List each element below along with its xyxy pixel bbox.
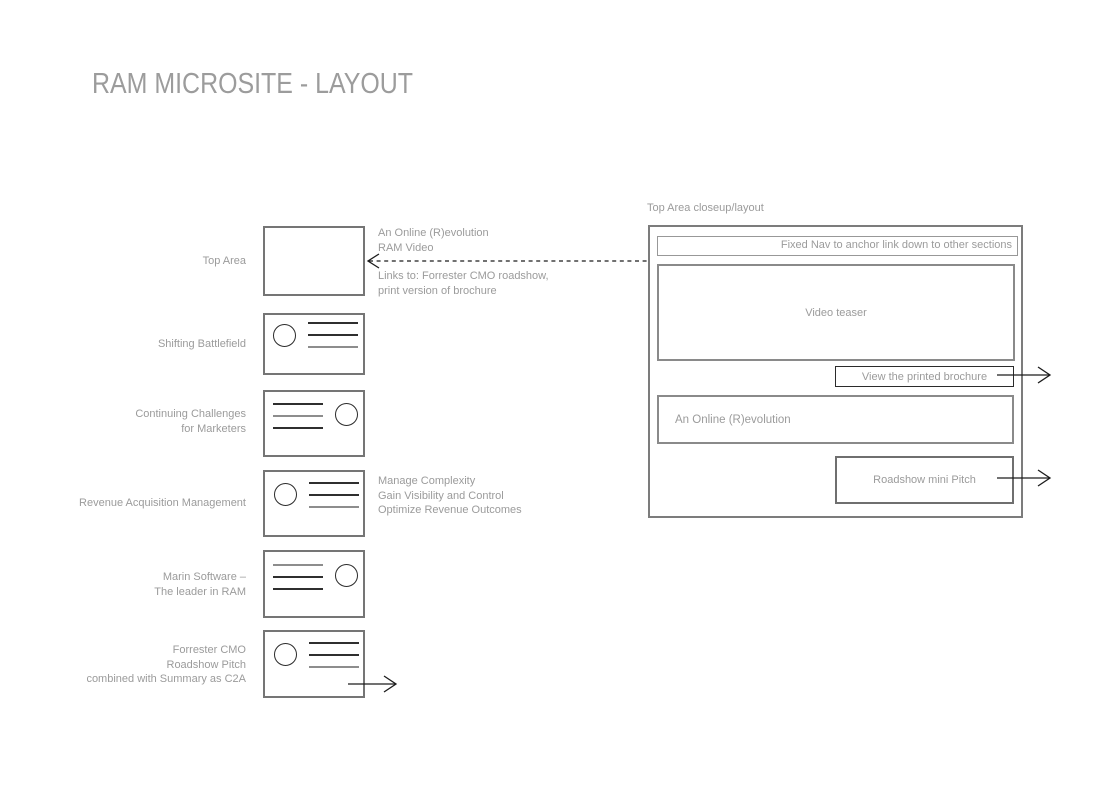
section-label-top-area: Top Area <box>202 255 246 267</box>
thumbnail-revenue-acquisition <box>263 470 365 537</box>
text-lines-icon <box>309 642 359 668</box>
note-top-area-content: An Online (R)evolution RAM Video <box>378 227 489 254</box>
avatar-circle-icon <box>273 324 296 347</box>
roadshow-mini-pitch-button: Roadshow mini Pitch <box>835 456 1014 504</box>
dashed-connector-arrow <box>362 251 652 271</box>
forrester-right-arrow <box>346 674 402 694</box>
section-label-revenue-acquisition: Revenue Acquisition Management <box>79 497 246 509</box>
closeup-panel <box>648 225 1023 518</box>
thumbnail-top-area <box>263 226 365 296</box>
avatar-circle-icon <box>274 643 297 666</box>
text-lines-icon <box>309 482 359 508</box>
fixed-nav-bar: Fixed Nav to anchor link down to other sections <box>657 236 1018 256</box>
note-ram-benefits: Manage Complexity Gain Visibility and Control Optimize Revenue Outcomes <box>378 475 522 516</box>
text-lines-icon <box>273 564 323 590</box>
view-brochure-button: View the printed brochure <box>835 366 1014 387</box>
video-teaser-area: Video teaser <box>657 264 1015 361</box>
online-revolution-area: An Online (R)evolution <box>657 395 1014 444</box>
section-label-shifting-battlefield: Shifting Battlefield <box>157 338 246 350</box>
section-label-continuing-challenges: Continuing Challenges for Marketers <box>135 408 246 435</box>
section-label-forrester-pitch: Forrester CMO Roadshow Pitch combined with Summary as C2A <box>86 644 246 685</box>
text-lines-icon <box>308 322 358 348</box>
avatar-circle-icon <box>335 403 358 426</box>
note-top-area-links: Links to: Forrester CMO roadshow, print version of brochure <box>378 270 549 297</box>
section-label-marin-software: Marin Software – The leader in RAM <box>154 571 246 598</box>
avatar-circle-icon <box>335 564 358 587</box>
text-lines-icon <box>273 403 323 429</box>
brochure-right-arrow <box>992 365 1054 385</box>
roadshow-right-arrow <box>992 468 1054 488</box>
closeup-heading: Top Area closeup/layout <box>647 202 764 214</box>
thumbnail-shifting-battlefield <box>263 313 365 375</box>
avatar-circle-icon <box>274 483 297 506</box>
thumbnail-marin-software <box>263 550 365 618</box>
page-title: RAM MICROSITE - LAYOUT <box>92 68 414 100</box>
thumbnail-continuing-challenges <box>263 390 365 457</box>
